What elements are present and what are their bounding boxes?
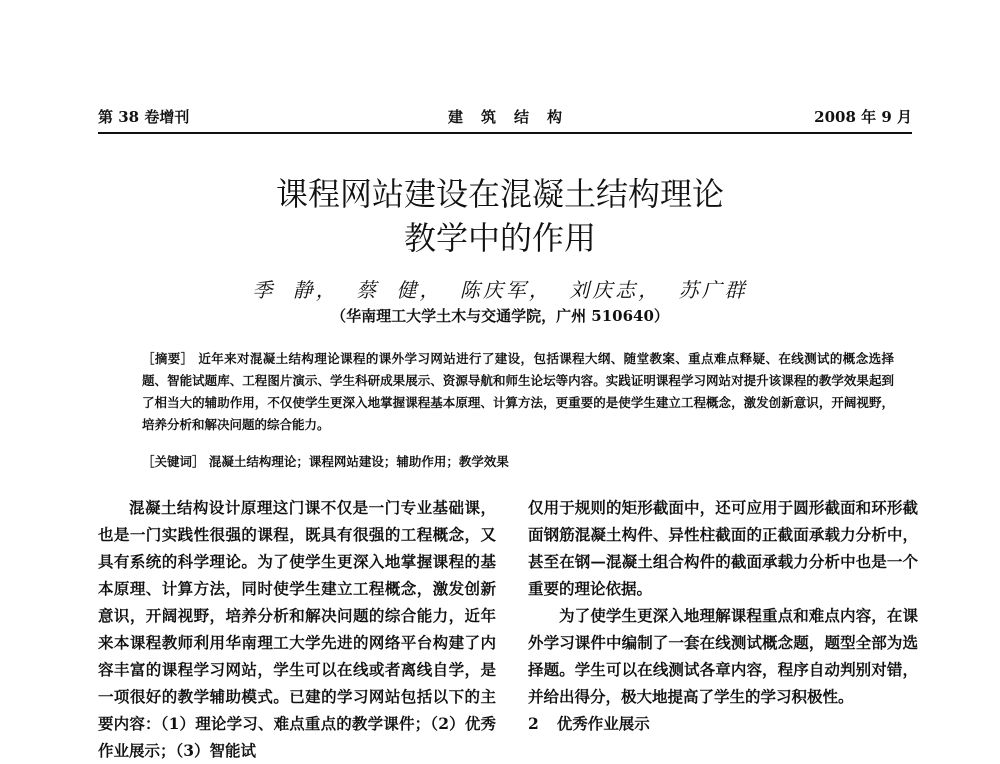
header-rule: [98, 132, 912, 134]
section-heading: [528, 710, 918, 737]
body-paragraph: 仅用于规则的矩形截面中，还可应用于圆形截面和环形截面钢筋混凝土构件、异性柱截面的正截面承载力分析中，甚至在钢—混凝土组合构件的截面承载力分析中也是一个重要的理论依据。: [528, 498, 918, 598]
abstract: [142, 348, 894, 436]
section-title: 优秀作业展示: [556, 714, 650, 733]
section-number: 2: [528, 714, 539, 733]
keywords: [142, 452, 894, 470]
issue-date: 2008 年 9 月: [814, 108, 912, 126]
keywords-label: ［关键词］: [142, 454, 205, 469]
body-column-left: [98, 494, 496, 764]
abstract-label: ［摘要］: [142, 351, 194, 366]
body-paragraph: 为了使学生更深入地理解课程重点和难点内容，在课外学习课件中编制了一套在线测试概念题，题型全部为选择题。学生可以在线测试各章内容，程序自动判别对错，并给出得分，极大地提高了学生的学习积极性。: [528, 606, 918, 706]
title-line-1: 课程网站建设在混凝土结构理论: [275, 175, 724, 213]
affiliation: （华南理工大学土木与交通学院，广州 510640）: [331, 307, 669, 325]
journal-name: 建筑结构: [447, 108, 580, 126]
author-list: 季 静， 蔡 健， 陈庆军， 刘庆志， 苏广群: [252, 278, 748, 302]
journal-volume: 第 38 卷增刊: [98, 108, 190, 126]
abstract-text: 近年来对混凝土结构理论课程的课外学习网站进行了建设，包括课程大纲、随堂教案、重点难点释疑、在线测试的概念选择题、智能试题库、工程图片演示、学生科研成果展示、资源导航和师生论坛等内容。实践证明课程学习网站对提升该课程的教学效果起到了相当大的辅助作用，不仅使学生更深入地掌握课程基本原理、计算方法，更重要的是使学生建立工程概念，激发创新意识，开阔视野，培养分析和解决问题的综合能力。: [142, 351, 894, 432]
keywords-text: 混凝土结构理论；课程网站建设；辅助作用；教学效果: [208, 454, 509, 469]
body-paragraph: 混凝土结构设计原理这门课不仅是一门专业基础课，也是一门实践性很强的课程，既具有很强的工程概念，又具有系统的科学理论。为了使学生更深入地掌握课程的基本原理、计算方法，同时使学生建立工程概念，激发创新意识，开阔视野，培养分析和解决问题的综合能力，近年来本课程教师利用华南理工大学先进的网络平台构建了内容丰富的课程学习网站，学生可以在线或者离线自学，是一项很好的教学辅助模式。已建的学习网站包括以下的主要内容：（1）理论学习、难点重点的教学课件；（2）优秀作业展示；（3）智能试: [98, 498, 496, 760]
paper-title: [0, 172, 1000, 260]
title-line-2: 教学中的作用: [403, 219, 596, 257]
running-header: [98, 106, 912, 130]
body-column-right: [528, 494, 918, 737]
